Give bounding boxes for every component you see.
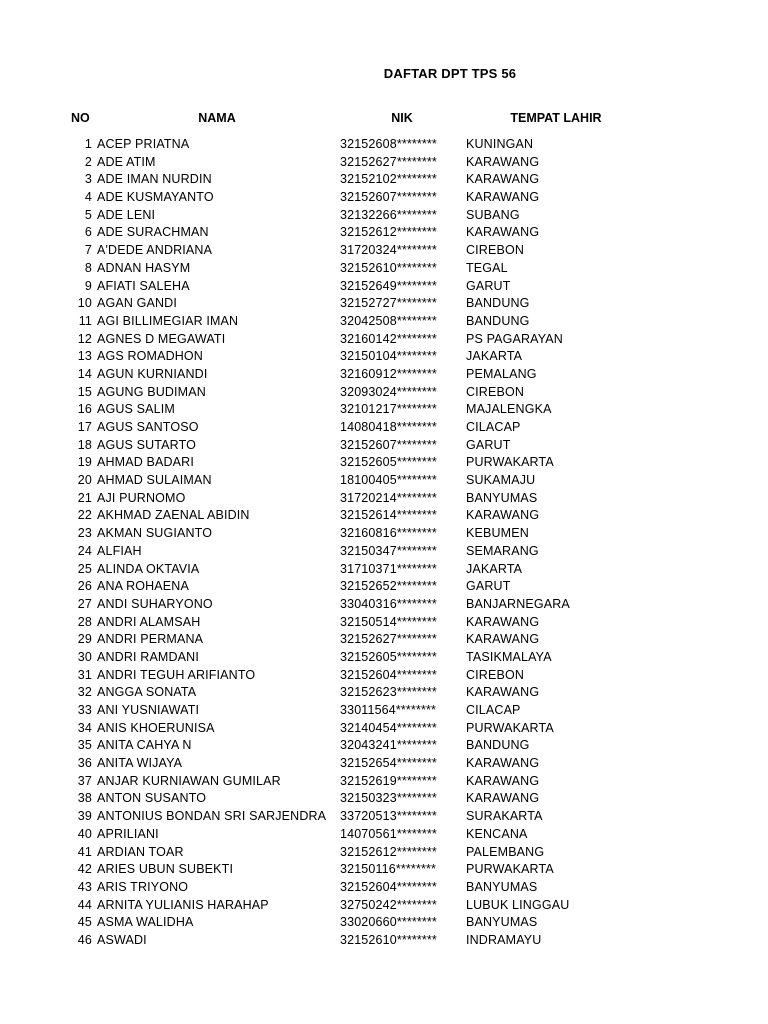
voter-nik: 32101217******** [340, 402, 437, 417]
table-row [0, 578, 768, 596]
table-row [0, 737, 768, 755]
row-number: 3 [84, 172, 92, 187]
table-row [0, 631, 768, 649]
voter-nik: 32152605******** [340, 455, 437, 470]
row-number: 5 [84, 207, 92, 222]
voter-name: ADNAN HASYM [97, 260, 191, 275]
voter-name: ASWADI [97, 932, 147, 947]
voter-birthplace: KUNINGAN [466, 137, 534, 151]
voter-name: ANITA CAHYA N [97, 738, 192, 753]
voter-birthplace: CIREBON [466, 667, 525, 682]
voter-birthplace: KARAWANG [466, 190, 540, 205]
table-row [0, 278, 768, 296]
voter-name: AGUNG BUDIMAN [97, 384, 206, 399]
voter-name: ANA ROHAENA [97, 579, 189, 594]
table-row [0, 897, 768, 915]
row-number: 26 [77, 579, 92, 594]
voter-name: ALINDA OKTAVIA [97, 561, 200, 576]
row-number: 34 [77, 720, 92, 735]
row-number: 31 [77, 667, 92, 682]
row-number: 30 [77, 649, 92, 664]
voter-nik: 32152614******** [340, 508, 437, 523]
row-number: 40 [77, 826, 92, 841]
row-number: 10 [77, 296, 92, 311]
voter-name: ANGGA SONATA [97, 685, 197, 700]
voter-name: ACEP PRIATNA [97, 137, 190, 151]
table-row [0, 684, 768, 702]
table-row [0, 419, 768, 437]
voter-birthplace: SUKAMAJU [466, 473, 536, 488]
voter-nik: 32152610******** [340, 260, 437, 275]
voter-name: ANJAR KURNIAWAN GUMILAR [97, 773, 281, 788]
voter-table [0, 136, 768, 950]
voter-birthplace: KARAWANG [466, 685, 540, 700]
row-number: 27 [77, 596, 92, 611]
table-row [0, 295, 768, 313]
voter-birthplace: BANDUNG [466, 313, 530, 328]
table-row [0, 702, 768, 720]
table-row [0, 384, 768, 402]
table-row [0, 348, 768, 366]
table-row [0, 490, 768, 508]
voter-nik: 32160142******** [340, 331, 437, 346]
voter-birthplace: CILACAP [466, 703, 521, 717]
voter-birthplace: PALEMBANG [466, 844, 545, 859]
voter-birthplace: PURWAKARTA [466, 720, 554, 735]
row-number: 39 [77, 809, 92, 824]
voter-nik: 32152619******** [340, 773, 437, 788]
voter-nik: 32150347******** [340, 543, 437, 558]
voter-birthplace: KARAWANG [466, 614, 540, 629]
table-row [0, 171, 768, 189]
voter-nik: 32152605******** [340, 649, 437, 664]
table-row [0, 720, 768, 738]
voter-name: AGUS SALIM [97, 402, 175, 417]
table-row [0, 543, 768, 561]
voter-nik: 33020660******** [340, 915, 437, 930]
voter-nik: 32152623******** [340, 685, 437, 700]
voter-name: ARDIAN TOAR [97, 844, 184, 859]
table-row [0, 313, 768, 331]
row-number: 25 [77, 561, 92, 576]
voter-nik: 32152627******** [340, 632, 437, 647]
table-row [0, 260, 768, 278]
voter-nik: 14080418******** [340, 420, 437, 434]
voter-birthplace: PURWAKARTA [466, 862, 554, 877]
row-number: 13 [77, 349, 92, 364]
voter-name: ADE IMAN NURDIN [97, 172, 212, 187]
voter-name: AKHMAD ZAENAL ABIDIN [97, 508, 250, 523]
voter-name: ANDRI ALAMSAH [97, 614, 201, 629]
voter-name: ANDRI RAMDANI [97, 649, 199, 664]
voter-birthplace: KEBUMEN [466, 526, 529, 541]
row-number: 28 [77, 614, 92, 629]
row-number: 44 [77, 897, 92, 912]
voter-birthplace: CIREBON [466, 384, 525, 399]
voter-nik: 32150514******** [340, 614, 437, 629]
row-number: 32 [77, 685, 92, 700]
voter-birthplace: CILACAP [466, 420, 521, 434]
table-row [0, 207, 768, 225]
column-header-tempat-lahir: TEMPAT LAHIR [510, 111, 602, 125]
voter-nik: 33040316******** [340, 596, 437, 611]
voter-name: ADE LENI [97, 207, 156, 222]
voter-name: ANDRI TEGUH ARIFIANTO [97, 667, 256, 682]
voter-name: AHMAD BADARI [97, 455, 194, 470]
voter-nik: 32152604******** [340, 879, 437, 894]
table-row [0, 844, 768, 862]
row-number: 9 [84, 278, 92, 293]
voter-nik: 32042508******** [340, 313, 437, 328]
table-row [0, 790, 768, 808]
row-number: 16 [77, 402, 92, 417]
voter-birthplace: BANYUMAS [466, 879, 538, 894]
row-number: 14 [77, 366, 92, 381]
voter-nik: 32150104******** [340, 349, 437, 364]
row-number: 42 [77, 862, 92, 877]
row-number: 15 [77, 384, 92, 399]
row-number: 19 [77, 455, 92, 470]
voter-birthplace: TASIKMALAYA [466, 649, 552, 664]
table-row [0, 472, 768, 490]
voter-name: ANDI SUHARYONO [97, 596, 213, 611]
table-row [0, 525, 768, 543]
voter-birthplace: KARAWANG [466, 508, 540, 523]
table-row [0, 861, 768, 879]
voter-name: ANIS KHOERUNISA [97, 720, 215, 735]
voter-nik: 32043241******** [340, 738, 437, 753]
voter-birthplace: SEMARANG [466, 543, 539, 558]
voter-nik: 32750242******** [340, 897, 437, 912]
voter-name: AGI BILLIMEGIAR IMAN [97, 313, 239, 328]
voter-nik: 32160816******** [340, 526, 437, 541]
table-row [0, 454, 768, 472]
voter-birthplace: INDRAMAYU [466, 932, 542, 947]
table-row [0, 401, 768, 419]
voter-nik: 32132266******** [340, 207, 437, 222]
table-row [0, 507, 768, 525]
voter-birthplace: PS PAGARAYAN [466, 331, 563, 346]
row-number: 6 [84, 225, 92, 240]
voter-name: ADE ATIM [97, 154, 156, 169]
voter-birthplace: BANDUNG [466, 738, 530, 753]
voter-nik: 31710371******** [340, 561, 437, 576]
voter-nik: 32152654******** [340, 756, 437, 771]
row-number: 37 [77, 773, 92, 788]
voter-name: A'DEDE ANDRIANA [97, 243, 213, 258]
voter-nik: 32152604******** [340, 667, 437, 682]
row-number: 36 [77, 756, 92, 771]
row-number: 35 [77, 738, 92, 753]
voter-nik: 32152607******** [340, 190, 437, 205]
voter-name: ALFIAH [97, 543, 142, 558]
voter-nik: 33011564******** [340, 703, 437, 717]
voter-nik: 32160912******** [340, 366, 437, 381]
row-number: 1 [84, 137, 92, 151]
voter-birthplace: KARAWANG [466, 632, 540, 647]
table-row [0, 437, 768, 455]
table-row [0, 879, 768, 897]
voter-nik: 32152727******** [340, 296, 437, 311]
table-row [0, 596, 768, 614]
row-number: 11 [78, 313, 92, 328]
row-number: 7 [84, 243, 92, 258]
voter-birthplace: BANYUMAS [466, 915, 538, 930]
column-header-nama: NAMA [198, 111, 236, 125]
row-number: 23 [77, 526, 92, 541]
voter-nik: 31720214******** [340, 490, 437, 505]
row-number: 29 [77, 632, 92, 647]
table-row [0, 808, 768, 826]
voter-birthplace: GARUT [466, 579, 511, 594]
table-row [0, 366, 768, 384]
voter-birthplace: GARUT [466, 278, 511, 293]
voter-name: AKMAN SUGIANTO [97, 526, 213, 541]
table-row [0, 667, 768, 685]
voter-nik: 32140454******** [340, 720, 437, 735]
voter-nik: 32152652******** [340, 579, 437, 594]
voter-birthplace: BANYUMAS [466, 490, 538, 505]
row-number: 12 [77, 331, 92, 346]
voter-birthplace: BANJARNEGARA [466, 596, 570, 611]
voter-birthplace: GARUT [466, 437, 511, 452]
voter-birthplace: JAKARTA [466, 349, 523, 364]
voter-nik: 31720324******** [340, 243, 437, 258]
voter-nik: 32152649******** [340, 278, 437, 293]
table-row [0, 561, 768, 579]
row-number: 41 [77, 844, 92, 859]
row-number: 4 [84, 190, 92, 205]
voter-name: AGS ROMADHON [97, 349, 203, 364]
voter-nik: 32093024******** [340, 384, 437, 399]
voter-name: ARIES UBUN SUBEKTI [97, 862, 234, 877]
voter-birthplace: KARAWANG [466, 172, 540, 187]
page-title: DAFTAR DPT TPS 56 [383, 66, 517, 81]
row-number: 43 [77, 879, 92, 894]
voter-birthplace: BANDUNG [466, 296, 530, 311]
table-row [0, 242, 768, 260]
voter-name: ANDRI PERMANA [97, 632, 204, 647]
voter-birthplace: KARAWANG [466, 756, 540, 771]
voter-nik: 32152608******** [340, 137, 437, 151]
voter-birthplace: LUBUK LINGGAU [466, 897, 570, 912]
voter-name: ADE SURACHMAN [97, 225, 209, 240]
table-row [0, 136, 768, 154]
voter-name: AGAN GANDI [97, 296, 177, 311]
voter-nik: 32152627******** [340, 154, 437, 169]
voter-name: ASMA WALIDHA [97, 915, 194, 930]
table-header [0, 111, 768, 129]
voter-name: ANTONIUS BONDAN SRI SARJENDRA [97, 809, 327, 824]
table-row [0, 154, 768, 172]
voter-name: ANI YUSNIAWATI [97, 703, 200, 717]
voter-name: AHMAD SULAIMAN [97, 473, 212, 488]
voter-nik: 32150323******** [340, 791, 437, 806]
table-row [0, 773, 768, 791]
voter-birthplace: PURWAKARTA [466, 455, 554, 470]
voter-nik: 32152610******** [340, 932, 437, 947]
table-row [0, 914, 768, 932]
voter-name: ARIS TRIYONO [97, 879, 189, 894]
table-row [0, 826, 768, 844]
row-number: 8 [84, 260, 92, 275]
voter-name: AFIATI SALEHA [97, 278, 190, 293]
row-number: 2 [84, 154, 92, 169]
row-number: 18 [77, 437, 92, 452]
voter-birthplace: PEMALANG [466, 366, 537, 381]
voter-name: AGNES D MEGAWATI [97, 331, 226, 346]
voter-birthplace: KARAWANG [466, 791, 540, 806]
table-row [0, 331, 768, 349]
voter-birthplace: SURAKARTA [466, 809, 543, 824]
voter-nik: 14070561******** [340, 826, 437, 841]
table-row [0, 189, 768, 207]
column-header-nik: NIK [391, 111, 413, 125]
voter-birthplace: CIREBON [466, 243, 525, 258]
row-number: 38 [77, 791, 92, 806]
table-row [0, 755, 768, 773]
row-number: 21 [77, 490, 92, 505]
table-row [0, 614, 768, 632]
voter-name: ANTON SUSANTO [97, 791, 207, 806]
voter-birthplace: MAJALENGKA [466, 402, 552, 417]
row-number: 22 [77, 508, 92, 523]
table-row [0, 649, 768, 667]
voter-nik: 33720513******** [340, 809, 437, 824]
voter-name: AGUS SANTOSO [97, 420, 199, 434]
voter-nik: 18100405******** [340, 473, 437, 488]
voter-birthplace: JAKARTA [466, 561, 523, 576]
voter-nik: 32152607******** [340, 437, 437, 452]
voter-name: AGUN KURNIANDI [97, 366, 208, 381]
voter-birthplace: KARAWANG [466, 773, 540, 788]
voter-birthplace: KENCANA [466, 826, 528, 841]
voter-birthplace: KARAWANG [466, 225, 540, 240]
voter-name: AGUS SUTARTO [97, 437, 197, 452]
column-header-no: NO [71, 111, 90, 125]
voter-name: APRILIANI [97, 826, 159, 841]
row-number: 33 [77, 703, 92, 717]
voter-name: AJI PURNOMO [97, 490, 186, 505]
row-number: 45 [77, 915, 92, 930]
voter-nik: 32152612******** [340, 844, 437, 859]
table-row [0, 224, 768, 242]
voter-birthplace: KARAWANG [466, 154, 540, 169]
voter-birthplace: TEGAL [466, 260, 508, 275]
voter-name: ADE KUSMAYANTO [97, 190, 214, 205]
voter-nik: 32152612******** [340, 225, 437, 240]
row-number: 46 [77, 932, 92, 947]
voter-name: ARNITA YULIANIS HARAHAP [97, 897, 269, 912]
row-number: 17 [77, 420, 92, 434]
voter-nik: 32150116******** [340, 862, 437, 877]
table-row [0, 932, 768, 950]
row-number: 20 [77, 473, 92, 488]
voter-name: ANITA WIJAYA [97, 756, 183, 771]
voter-birthplace: SUBANG [466, 207, 520, 222]
voter-nik: 32152102******** [340, 172, 437, 187]
row-number: 24 [77, 543, 92, 558]
